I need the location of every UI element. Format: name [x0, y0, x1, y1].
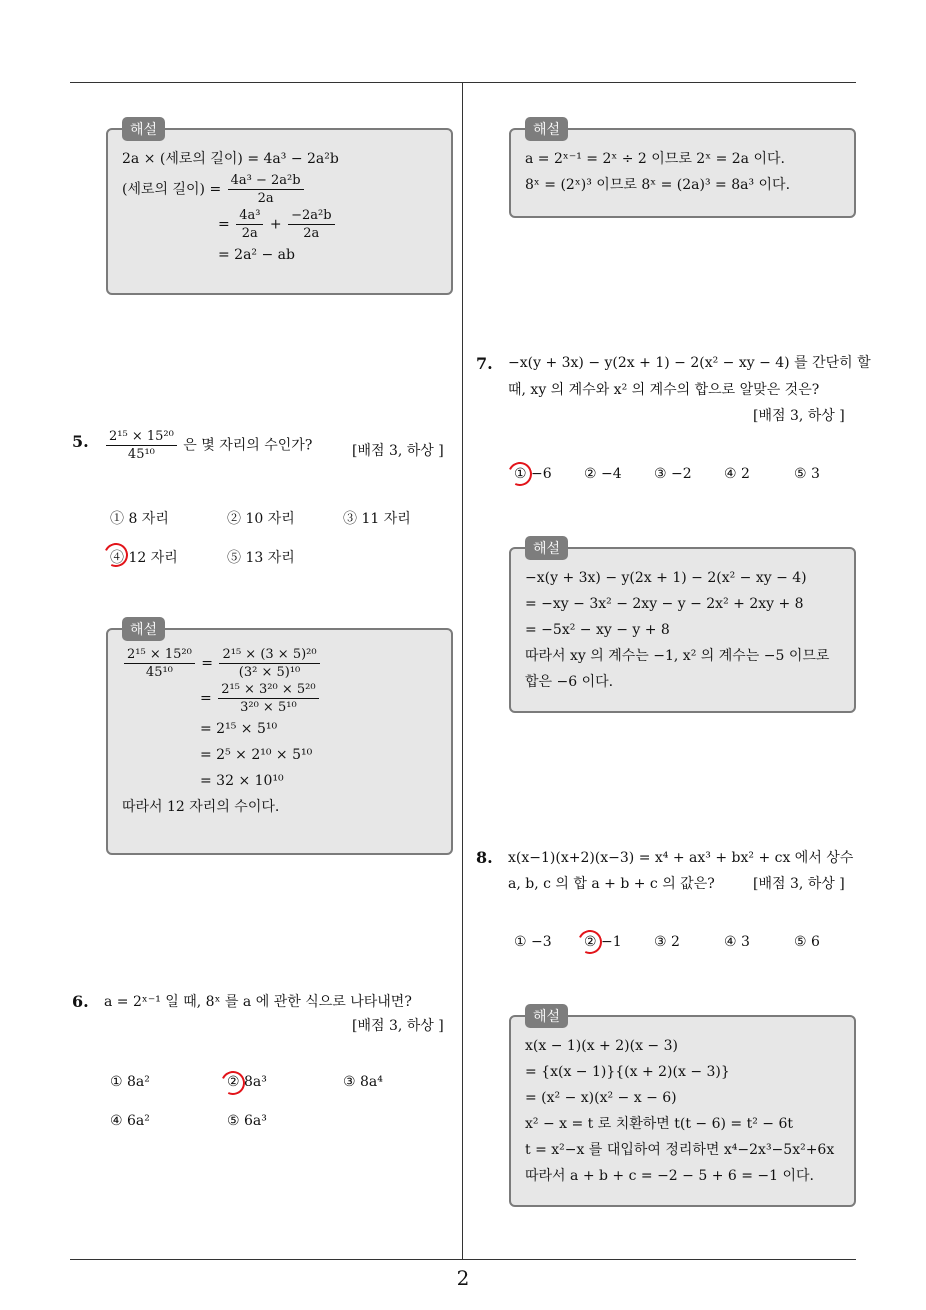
question-5-choice-3[interactable]: ③ 11 자리: [343, 511, 411, 527]
solution-6-line-1: a = 2ˣ⁻¹ = 2ˣ ÷ 2 이므로 2ˣ = 2a 이다.: [525, 151, 785, 167]
solution-5-line-4: = 2⁵ × 2¹⁰ × 5¹⁰: [200, 747, 313, 763]
question-7-choice-4[interactable]: ④ 2: [724, 466, 750, 482]
question-8-text-line-2: a, b, c 의 합 a + b + c 의 값은?: [508, 876, 715, 892]
question-7-number: 7.: [476, 354, 493, 373]
solution-8-line-1: x(x − 1)(x + 2)(x − 3): [525, 1038, 678, 1054]
question-6-number: 6.: [72, 992, 89, 1011]
solution-box-1: [106, 122, 453, 295]
solution-8-line-4: x² − x = t 로 치환하면 t(t − 6) = t² − 6t: [525, 1116, 794, 1132]
solution-box-8: [509, 1009, 856, 1207]
solution-7-line-5: 합은 −6 이다.: [525, 674, 614, 690]
question-8-number: 8.: [476, 848, 493, 867]
solution-5-line-6: 따라서 12 자리의 수이다.: [122, 799, 280, 815]
question-6-text: a = 2ˣ⁻¹ 일 때, 8ˣ 를 a 에 관한 식으로 나타내면?: [104, 994, 412, 1010]
solution-1-line-4: = 2a² − ab: [218, 247, 295, 263]
solution-8-line-5: t = x²−x 를 대입하여 정리하면 x⁴−2x³−5x²+6x: [525, 1142, 835, 1158]
question-7-text-line-1: −x(y + 3x) − y(2x + 1) − 2(x² − xy − 4) 를 간단히 할: [508, 355, 871, 371]
fraction: $\frac{\text{2¹⁵ × 15²⁰}}{\text{45¹⁰}}$: [106, 428, 177, 463]
solution-1-line-1: 2a × (세로의 길이) = 4a³ − 2a²b: [122, 151, 339, 167]
question-8-choice-3[interactable]: ③ 2: [654, 934, 680, 950]
fraction: $\frac{\text{−2a²b}}{2a}$: [288, 207, 334, 242]
solution-label: 해설: [525, 117, 568, 141]
question-7-text-line-2: 때, xy 의 계수와 x² 의 계수의 합으로 알맞은 것은?: [508, 382, 820, 398]
question-8-score: [배점 3, 하상 ]: [753, 876, 845, 892]
question-8-choice-1[interactable]: ① −3: [514, 934, 552, 950]
solution-5-line-3: = 2¹⁵ × 5¹⁰: [200, 721, 278, 737]
fraction: $\frac{\text{2¹⁵ × (3 × 5)²⁰}}{\text{(3² × 5)¹⁰}}$: [219, 646, 319, 681]
question-8-text-line-1: x(x−1)(x+2)(x−3) = x⁴ + ax³ + bx² + cx 에서 상수: [508, 850, 854, 866]
solution-5-line-2: = $\frac{\text{2¹⁵ × 3²⁰ × 5²⁰}}{\text{3²⁰ × 5¹⁰}}$: [122, 681, 437, 716]
question-7-choice-2[interactable]: ② −4: [584, 466, 622, 482]
question-7-choice-1[interactable]: ① −6: [514, 466, 552, 482]
solution-box-5: [106, 622, 453, 855]
solution-label: 해설: [525, 536, 568, 560]
question-5-text: $\frac{\text{2¹⁵ × 15²⁰}}{\text{45¹⁰}}$ 은 몇 자리의 수인가?: [104, 428, 312, 463]
solution-8-line-3: = (x² − x)(x² − x − 6): [525, 1090, 677, 1106]
solution-5-line-1: $\frac{\text{2¹⁵ × 15²⁰}}{\text{45¹⁰}}$ = $\frac{\text{2¹⁵ × (3 × 5)²⁰}}{\text{(3² × 5)¹⁰}}$: [122, 646, 437, 681]
question-5-choice-2[interactable]: ② 10 자리: [227, 511, 295, 527]
question-8-choice-2[interactable]: ② −1: [584, 934, 622, 950]
question-7-score: [배점 3, 하상 ]: [753, 408, 845, 424]
question-5-choice-1[interactable]: ① 8 자리: [110, 511, 169, 527]
question-5-score: [배점 3, 하상 ]: [352, 443, 444, 459]
question-5-number: 5.: [72, 432, 89, 451]
solution-1-line-3: = $\frac{\text{4a³}}{2a}$ + $\frac{\text{−2a²b}}{2a}$: [122, 207, 437, 242]
solution-label: 해설: [122, 617, 165, 641]
column-divider: [462, 83, 463, 1260]
page-number: 2: [456, 1266, 470, 1290]
answer-mark-circle-icon: [575, 927, 606, 958]
solution-7-line-4: 따라서 xy 의 계수는 −1, x² 의 계수는 −5 이므로: [525, 648, 830, 664]
solution-box-7: [509, 541, 856, 713]
fraction: $\frac{\text{2¹⁵ × 15²⁰}}{\text{45¹⁰}}$: [124, 646, 195, 681]
solution-7-line-1: −x(y + 3x) − y(2x + 1) − 2(x² − xy − 4): [525, 570, 807, 586]
solution-7-line-2: = −xy − 3x² − 2xy − y − 2x² + 2xy + 8: [525, 596, 804, 612]
answer-mark-circle-icon: [505, 459, 536, 490]
solution-7-line-3: = −5x² − xy − y + 8: [525, 622, 670, 638]
question-6-choice-4[interactable]: ④ 6a²: [110, 1113, 150, 1129]
solution-8-line-6: 따라서 a + b + c = −2 − 5 + 6 = −1 이다.: [525, 1168, 814, 1184]
question-7-choice-3[interactable]: ③ −2: [654, 466, 692, 482]
question-8-choice-4[interactable]: ④ 3: [724, 934, 750, 950]
top-rule: [70, 82, 856, 83]
solution-label: 해설: [525, 1004, 568, 1028]
question-5-choice-5[interactable]: ⑤ 13 자리: [227, 550, 295, 566]
solution-8-line-2: = {x(x − 1)}{(x + 2)(x − 3)}: [525, 1064, 730, 1080]
fraction: $\frac{\text{4a³ − 2a²b}}{2a}$: [228, 172, 304, 207]
solution-label: 해설: [122, 117, 165, 141]
bottom-rule: [70, 1259, 856, 1260]
question-6-choice-1[interactable]: ① 8a²: [110, 1074, 150, 1090]
question-6-choice-5[interactable]: ⑤ 6a³: [227, 1113, 267, 1129]
question-8-choice-5[interactable]: ⑤ 6: [794, 934, 820, 950]
question-5-choice-4[interactable]: ④ 12 자리: [110, 550, 178, 566]
answer-mark-circle-icon: [218, 1068, 249, 1099]
solution-1-line-2: (세로의 길이) = $\frac{\text{4a³ − 2a²b}}{2a}$: [122, 172, 437, 207]
solution-5-line-5: = 32 × 10¹⁰: [200, 773, 284, 789]
question-6-choice-3[interactable]: ③ 8a⁴: [343, 1074, 383, 1090]
question-7-choice-5[interactable]: ⑤ 3: [794, 466, 820, 482]
question-6-choice-2[interactable]: ② 8a³: [227, 1074, 267, 1090]
fraction: $\frac{\text{2¹⁵ × 3²⁰ × 5²⁰}}{\text{3²⁰ × 5¹⁰}}$: [218, 681, 318, 716]
fraction: $\frac{\text{4a³}}{2a}$: [236, 207, 263, 242]
solution-box-6: [509, 122, 856, 218]
solution-6-line-2: 8ˣ = (2ˣ)³ 이므로 8ˣ = (2a)³ = 8a³ 이다.: [525, 177, 791, 193]
question-6-score: [배점 3, 하상 ]: [352, 1018, 444, 1034]
